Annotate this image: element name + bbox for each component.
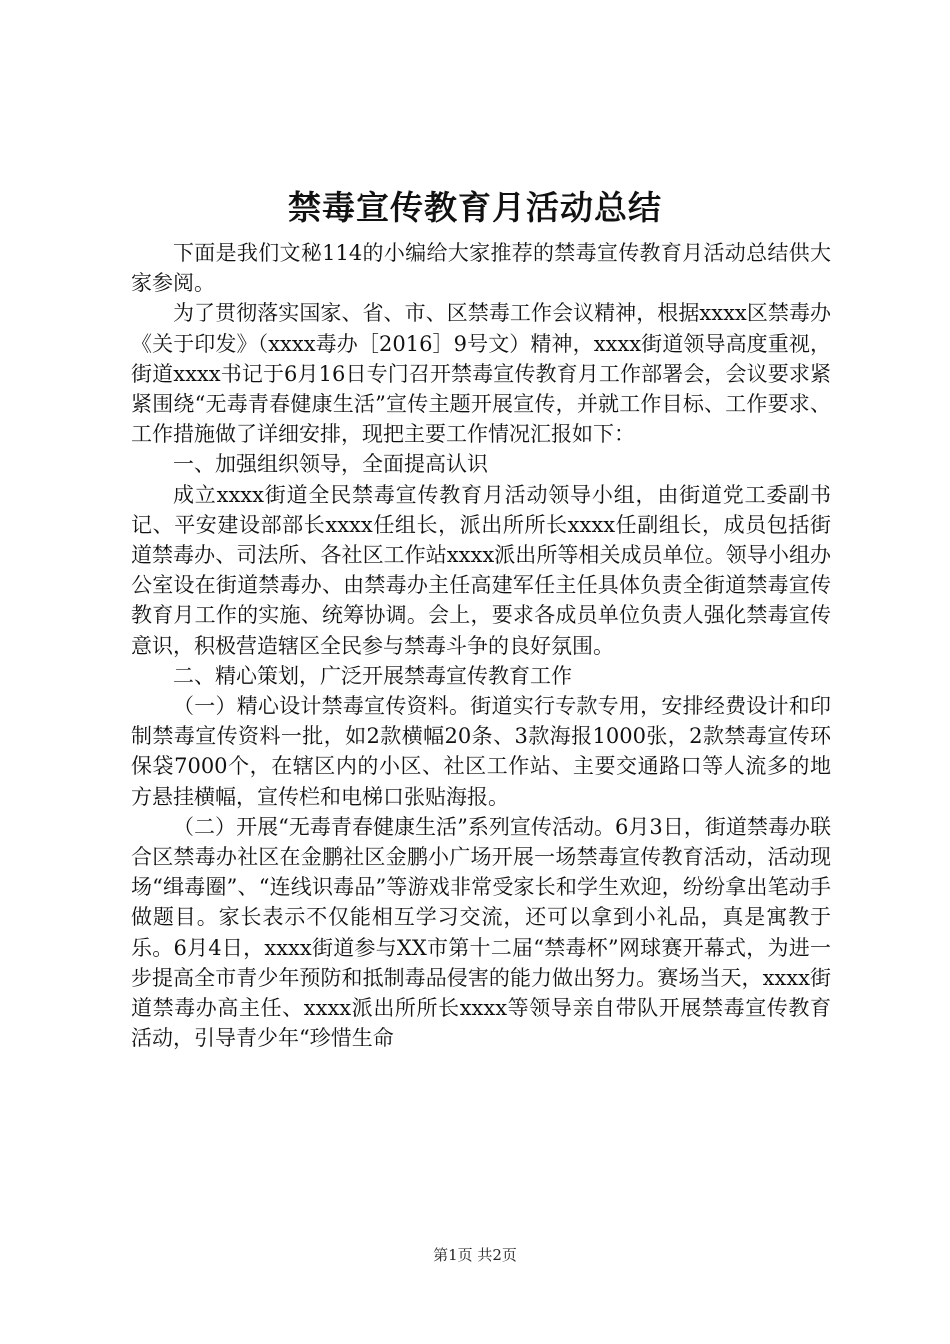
materials-paragraph: （一）精心设计禁毒宣传资料。街道实行专款专用，安排经费设计和印制禁毒宣传资料一批，如2款横幅20条、3款海报1000张，2款禁毒宣传环保袋7000个，在辖区内的小区、社区工作站、主要交通路口等人流多的地方悬挂横幅，宣传栏和电梯口张贴海报。 <box>131 694 831 809</box>
activities-paragraph: （二）开展“无毒青春健康生活”系列宣传活动。6月3日，街道禁毒办联合区禁毒办社区在金鹏社区金鹏小广场开展一场禁毒宣传教育活动，活动现场“缉毒圈”、“连线识毒品”等游戏非常受家长和学生欢迎，纷纷拿出笔动手做题目。家长表示不仅能相互学习交流，还可以拿到小礼品，真是寓教于乐。6月4日，xxxx街道参与XX市第十二届“禁毒杯”网球赛开幕式，为进一步提高全市青少年预防和抵制毒品侵害的能力做出努力。赛场当天，xxxx街道禁毒办高主任、xxxx派出所所长xxxx等领导亲自带队开展禁毒宣传教育活动，引导青少年“珍惜生命 <box>131 814 831 1051</box>
document-title: 禁毒宣传教育月活动总结 <box>288 188 662 227</box>
page-footer: 第1页 共2页 <box>433 1246 517 1264</box>
organization-paragraph: 成立xxxx街道全民禁毒宣传教育月活动领导小组，由街道党工委副书记、平安建设部部长xxxx任组长，派出所所长xxxx任副组长，成员包括街道禁毒办、司法所、各社区工作站xxxx派出所等相关成员单位。领导小组办公室设在街道禁毒办、由禁毒办主任高建军任主任具体负责全街道禁毒宣传教育月工作的实施、统筹协调。会上，要求各成员单位负责人强化禁毒宣传意识，积极营造辖区全民参与禁毒斗争的良好氛围。 <box>131 482 831 658</box>
intro-paragraph: 下面是我们文秘114的小编给大家推荐的禁毒宣传教育月活动总结供大家参阅。 <box>131 241 831 296</box>
section-heading-2: 二、精心策划，广泛开展禁毒宣传教育工作 <box>173 663 572 688</box>
section-heading-1: 一、加强组织领导，全面提高认识 <box>173 452 488 477</box>
background-paragraph: 为了贯彻落实国家、省、市、区禁毒工作会议精神，根据xxxx区禁毒办《关于印发》（xxxx毒办［2016］9号文）精神，xxxx街道领导高度重视，街道xxxx书记于6月16日专门召开禁毒宣传教育月工作部署会，会议要求紧紧围绕“无毒青春健康生活”宣传主题开展宣传，并就工作目标、工作要求、工作措施做了详细安排，现把主要工作情况汇报如下： <box>131 301 831 447</box>
document-body <box>131 238 831 1053</box>
